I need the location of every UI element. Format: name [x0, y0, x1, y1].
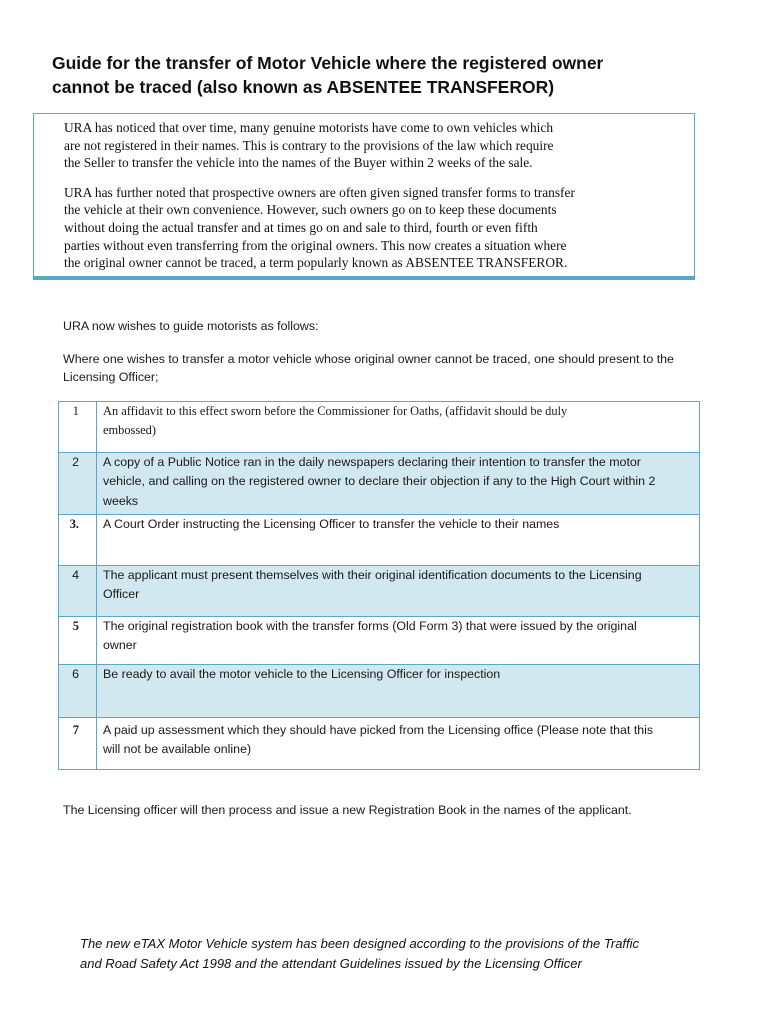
callout-line: are not registered in their names. This is contrary to the provisions of the law which require	[64, 137, 554, 153]
step-text-line: embossed)	[103, 423, 156, 438]
step-text-line: A copy of a Public Notice ran in the daily newspapers declaring their intention to transfer the motor	[103, 455, 641, 469]
requirements-lead-in	[63, 350, 713, 386]
footer-line: The new eTAX Motor Vehicle system has been designed according to the provisions of the Traffic	[80, 936, 640, 951]
callout-line: parties without even transferring from the original owners. This now creates a situation where	[64, 237, 567, 253]
table-row	[59, 718, 700, 770]
step-text	[97, 718, 700, 770]
step-text-line: The original registration book with the transfer forms (Old Form 3) that were issued by the original	[103, 619, 637, 633]
callout-paragraph-1	[64, 119, 694, 172]
step-text-line: An affidavit to this effect sworn before the Commissioner for Oaths, (affidavit should be duly	[103, 404, 568, 418]
lead-in-line: Licensing Officer;	[63, 370, 159, 384]
callout-line: without doing the actual transfer and at times go on and sale to third, fourth or even fifth	[64, 219, 538, 235]
step-text-line: Officer	[103, 587, 140, 602]
title-line-2: cannot be traced (also known as ABSENTEE TRANSFEROR)	[52, 77, 555, 97]
step-number: 5	[59, 617, 97, 665]
lead-in-line: Where one wishes to transfer a motor vehicle whose original owner cannot be traced, one should present to the	[63, 352, 674, 366]
table-row	[59, 665, 700, 718]
step-text	[97, 566, 700, 617]
step-text	[97, 515, 700, 566]
step-text-line: will not be available online)	[103, 742, 252, 757]
callout-line: URA has noticed that over time, many genuine motorists have come to own vehicles which	[64, 120, 554, 135]
step-number: 4	[59, 566, 97, 617]
step-text	[97, 665, 700, 718]
requirements-table	[58, 401, 700, 770]
closing-text: The Licensing officer will then process and issue a new Registration Book in the names of the applicant.	[63, 803, 632, 817]
step-number: 3.	[59, 515, 97, 566]
title-line-1: Guide for the transfer of Motor Vehicle where the registered owner	[52, 53, 604, 73]
callout-line: the vehicle at their own convenience. However, such owners go on to keep these documents	[64, 202, 557, 218]
step-number: 6	[59, 665, 97, 718]
step-text-line: Be ready to avail the motor vehicle to the Licensing Officer for inspection	[103, 667, 501, 681]
step-text-line: weeks	[103, 493, 139, 508]
step-text	[97, 617, 700, 665]
step-text	[97, 402, 700, 453]
footer-note	[80, 934, 700, 973]
step-text-line: owner	[103, 638, 137, 653]
callout-paragraph-2	[64, 184, 694, 272]
table-row	[59, 515, 700, 566]
step-number: 2	[59, 453, 97, 515]
step-text-line: vehicle, and calling on the registered owner to declare their objection if any to the High Court within 2	[103, 474, 656, 489]
table-row	[59, 566, 700, 617]
step-text-line: The applicant must present themselves with their original identification documents to the Licensing	[103, 568, 642, 582]
intro-text: URA now wishes to guide motorists as follows:	[63, 319, 319, 333]
table-row	[59, 453, 700, 515]
footer-line: and Road Safety Act 1998 and the attendant Guidelines issued by the Licensing Officer	[80, 955, 582, 971]
callout-line: the original owner cannot be traced, a term popularly known as ABSENTEE TRANSFEROR.	[64, 255, 568, 271]
step-number: 7	[59, 718, 97, 770]
step-text-line: A Court Order instructing the Licensing Officer to transfer the vehicle to their names	[103, 517, 560, 531]
intro-callout-box	[33, 113, 695, 280]
document-title	[52, 51, 692, 99]
step-text-line: A paid up assessment which they should have picked from the Licensing office (Please note that this	[103, 723, 654, 737]
callout-line: URA has further noted that prospective owners are often given signed transfer forms to transfer	[64, 184, 575, 200]
table-row	[59, 617, 700, 665]
callout-line: the Seller to transfer the vehicle into the names of the Buyer within 2 weeks of the sale.	[64, 155, 533, 171]
table-row	[59, 402, 700, 453]
step-text	[97, 453, 700, 515]
step-number: 1	[59, 402, 97, 453]
